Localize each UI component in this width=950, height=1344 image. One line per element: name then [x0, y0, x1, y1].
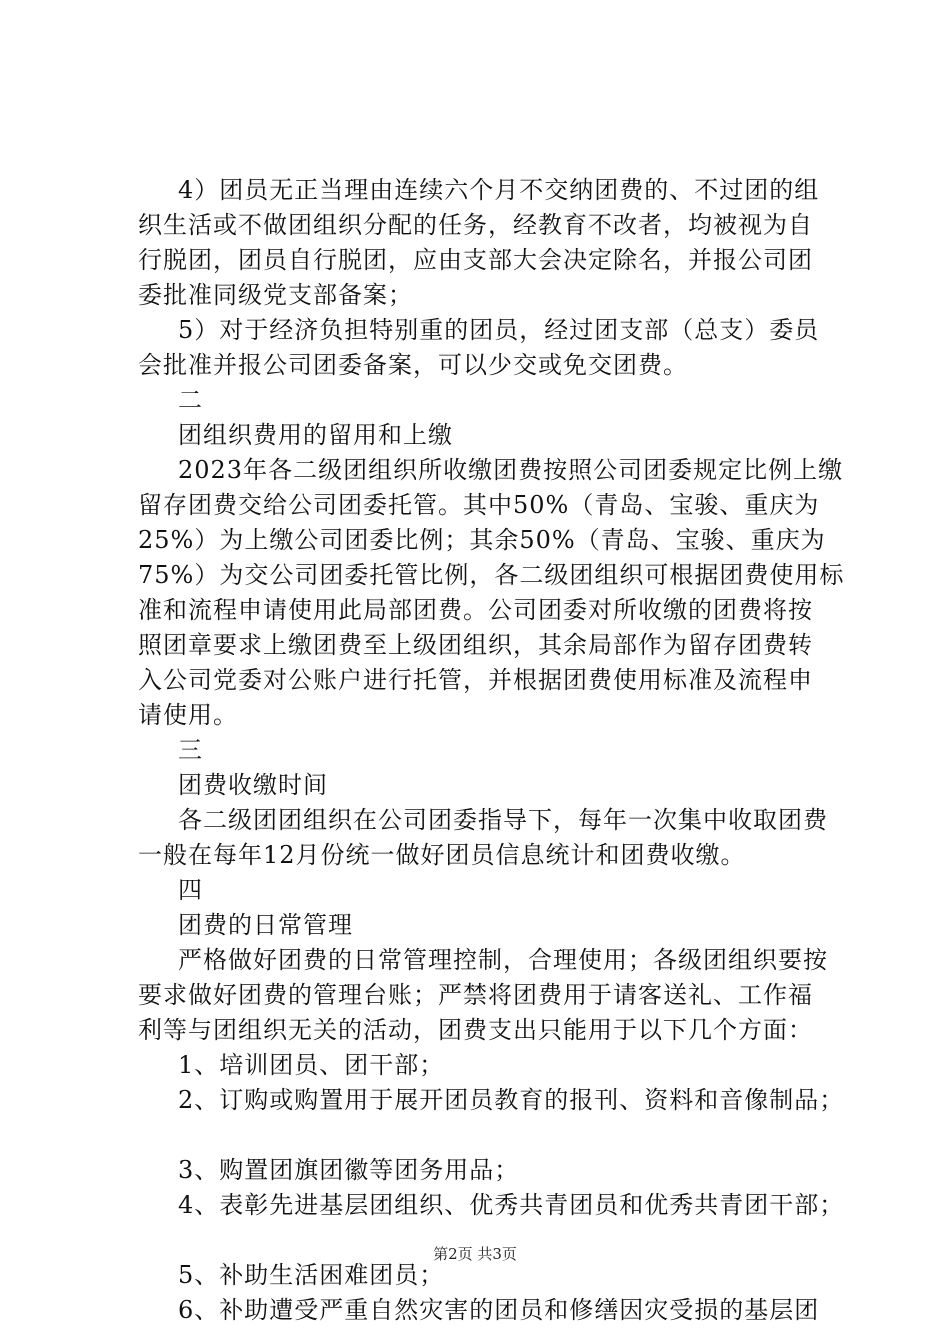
section-heading: 团费收缴时间 — [178, 771, 328, 799]
list-item: 1、培训团员、团干部； — [178, 1051, 445, 1079]
paragraph-line: 严格做好团费的日常管理控制，合理使用；各级团组织要按 — [178, 946, 828, 974]
section-number: 三 — [178, 736, 203, 764]
paragraph-line: 利等与团组织无关的活动，团费支出只能用于以下几个方面： — [138, 1016, 813, 1044]
list-item: 4、表彰先进基层团组织、优秀共青团员和优秀共青团干部； — [178, 1191, 845, 1219]
list-item: 3、购置团旗团徽等团务用品； — [178, 1156, 520, 1184]
blank-line — [138, 1118, 838, 1153]
paragraph-line: 请使用。 — [138, 701, 238, 729]
list-item: 5、补助生活困难团员； — [178, 1261, 445, 1289]
paragraph-line: 一般在每年12月份统一做好团员信息统计和团费收缴。 — [138, 841, 746, 869]
page-footer — [0, 1244, 950, 1264]
paragraph-line: 2023年各二级团组织所收缴团费按照公司团委规定比例上缴 — [178, 456, 844, 484]
document-body — [138, 173, 845, 1328]
paragraph-line: 行脱团，团员自行脱团，应由支部大会决定除名，并报公司团 — [138, 246, 813, 274]
paragraph-line: 要求做好团费的管理台账；严禁将团费用于请客送礼、工作福 — [138, 981, 813, 1009]
list-item: 2、订购或购置用于展开团员教育的报刊、资料和音像制品； — [178, 1086, 845, 1114]
paragraph-line: 5）对于经济负担特别重的团员，经过团支部（总支）委员 — [178, 316, 820, 344]
paragraph-line: 25%）为上缴公司团委比例；其余50%（青岛、宝骏、重庆为 — [138, 526, 826, 554]
paragraph-line: 准和流程申请使用此局部团费。公司团委对所收缴的团费将按 — [138, 596, 813, 624]
list-item: 6、补助遭受严重自然灾害的团员和修缮因灾受损的基层团 — [178, 1296, 820, 1324]
paragraph-line: 会批准并报公司团委备案，可以少交或免交团费。 — [138, 351, 688, 379]
section-heading: 团费的日常管理 — [178, 911, 353, 939]
paragraph-line: 织生活或不做团组织分配的任务，经教育不改者，均被视为自 — [138, 211, 813, 239]
paragraph-line: 4）团员无正当理由连续六个月不交纳团费的、不过团的组 — [178, 176, 820, 204]
page-number: 第2页 共3页 — [433, 1245, 517, 1263]
paragraph-line: 照团章要求上缴团费至上级团组织，其余局部作为留存团费转 — [138, 631, 813, 659]
paragraph-line: 委批准同级党支部备案； — [138, 281, 413, 309]
section-number: 二 — [178, 386, 203, 414]
paragraph-line: 75%）为交公司团委托管比例，各二级团组织可根据团费使用标 — [138, 561, 845, 589]
paragraph-line: 留存团费交给公司团委托管。其中50%（青岛、宝骏、重庆为 — [138, 491, 820, 519]
paragraph-line: 各二级团团组织在公司团委指导下，每年一次集中收取团费 — [178, 806, 828, 834]
paragraph-line: 入公司党委对公账户进行托管，并根据团费使用标准及流程申 — [138, 666, 813, 694]
section-heading: 团组织费用的留用和上缴 — [178, 421, 453, 449]
section-number: 四 — [178, 876, 203, 904]
